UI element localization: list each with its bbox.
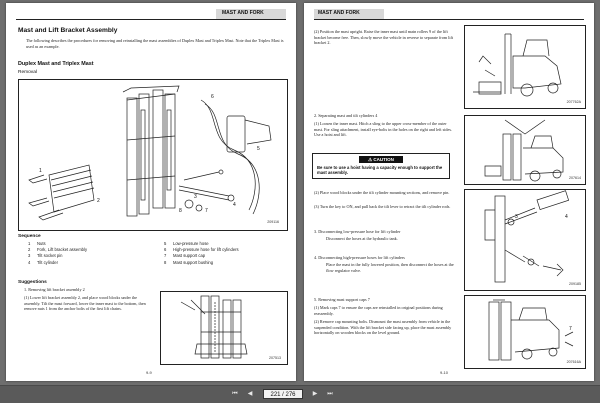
- figure-number: 209116: [267, 220, 279, 224]
- lift-bracket-diagram: [160, 291, 288, 365]
- first-page-icon[interactable]: ⏮: [232, 391, 238, 397]
- paragraph: (3) Turn the key to ON, and pull back the tilt lever to retract the tilt cylinder rods.: [314, 204, 451, 209]
- step-3: 3. Disconnecting low-pressure hose for lift cylinder: [314, 229, 401, 234]
- mast-support-cap-drawing: [465, 296, 585, 368]
- viewer-toolbar: [0, 385, 600, 403]
- sequence-item: 7 Mast support cap: [164, 253, 206, 259]
- page-number: 9-9: [146, 370, 152, 375]
- paragraph: (1) Loosen the inner mast. Hitch a sling to the upper cross-member of the outer mast. For sling attachment, install eye-bolts in the holes on the right and left sides. Use a hoist and lift.: [314, 121, 453, 138]
- sequence-item: 2 Fork, Lift bracket assembly: [28, 247, 88, 253]
- sequence-list-col1: [28, 241, 87, 266]
- svg-text:4: 4: [565, 214, 568, 220]
- forklift-reverse-drawing: [465, 26, 585, 108]
- last-page-icon[interactable]: ⏭: [327, 391, 333, 397]
- section-title: Duplex Mast and Triplex Mast: [18, 61, 94, 67]
- header-rule: [314, 19, 584, 20]
- mast-diagram-drawing: [19, 80, 287, 230]
- svg-text:7: 7: [205, 208, 208, 214]
- svg-text:4: 4: [233, 202, 236, 208]
- svg-text:6: 6: [211, 94, 214, 100]
- svg-text:5: 5: [257, 146, 260, 152]
- intro-text: The following describes the procedures for removing and reinstalling the mast assemblies of Duplex Mast and Triplex Mast. Note that the Triplex Mast is used as an example.: [26, 38, 284, 49]
- right-page: [304, 3, 594, 381]
- lift-bracket-drawing: [161, 292, 287, 364]
- sequence-item: 8 Mast support bushing: [164, 259, 214, 265]
- page-number-input[interactable]: 221 / 276: [263, 389, 303, 399]
- sling-hoist-drawing: [465, 116, 585, 184]
- suggestions-title: Suggestions: [18, 280, 47, 285]
- svg-text:3: 3: [194, 194, 197, 200]
- figure-number: 207616A: [566, 360, 581, 364]
- sequence-title: Sequence: [18, 234, 41, 239]
- step-1: 1. Removing lift bracket assembly 2: [24, 287, 85, 292]
- sequence-list-col2: [164, 241, 239, 266]
- svg-text:1: 1: [39, 168, 42, 174]
- sequence-item: 4 Tilt cylinder: [28, 259, 59, 265]
- header-rule: [16, 19, 286, 20]
- step-1-detail: (1) Lower lift bracket assembly 2, and place wood blocks under the assembly. Tilt the mast forward, lower the inner mast to the bottom, then remove nuts 1 from the anchor bolts of the first lift chains.: [24, 295, 146, 312]
- page-header: MAST AND FORK: [318, 10, 360, 16]
- svg-text:3: 3: [515, 214, 518, 220]
- paragraph: (1) Mark caps 7 to ensure the caps are reinstalled in original positions during reassembly.: [314, 305, 443, 316]
- prev-page-icon[interactable]: ◀: [247, 391, 253, 397]
- forklift-reverse-diagram: [464, 25, 586, 109]
- paragraph: (2) Position the mast upright. Raise the inner mast until main rollers 9 of the lift bracket become free. Then, slowly move the vehicle in reverse to separate from lift bracket 2.: [314, 29, 454, 46]
- paragraph: (2) Remove cap mounting bolts. Dismount the mast assembly from vehicle in the suspended condition. With the lift bracket side facing up, place the mast assembly horizontally on wooden blocks on the level ground.: [314, 319, 452, 336]
- svg-text:7: 7: [569, 326, 572, 332]
- tilt-cylinder-pin-drawing: [465, 190, 585, 290]
- sequence-item: 5 Low-pressure hose: [164, 241, 209, 246]
- sequence-item: 3 Tilt socket pin: [28, 253, 63, 259]
- mast-exploded-diagram: [18, 79, 288, 231]
- step-3-detail: Disconnect the hoses at the hydraulic tank.: [326, 236, 398, 241]
- step-4: 4. Disconnecting high-pressure hoses for lift cylinders: [314, 255, 405, 260]
- svg-text:2: 2: [97, 198, 100, 204]
- page-header: MAST AND FORK: [222, 10, 264, 16]
- caution-text: Be sure to use a hoist having a capacity enough to support the mast assembly.: [317, 165, 443, 176]
- caution-label: ⚠ CAUTION: [359, 156, 403, 163]
- sequence-item: 6 High-pressure hose for lift cylinders: [164, 247, 239, 253]
- mast-support-cap-diagram: [464, 295, 586, 369]
- figure-number: 207513: [269, 356, 281, 360]
- step-2: 2. Separating mast and tilt cylinders 4: [314, 113, 378, 118]
- sequence-item: 1 Nuts: [28, 241, 46, 246]
- step-5: 5. Removing mast support caps 7: [314, 297, 370, 302]
- page-number: 9-10: [440, 370, 449, 375]
- figure-number: 207762A: [566, 100, 581, 104]
- caution-box: [312, 153, 450, 179]
- warning-icon: ⚠: [368, 157, 374, 162]
- svg-text:8: 8: [179, 208, 182, 214]
- next-page-icon[interactable]: ▶: [312, 391, 318, 397]
- left-page: [6, 3, 296, 381]
- page-title: Mast and Lift Bracket Assembly: [18, 27, 118, 34]
- paragraph: (2) Place wood blocks under the tilt cylinder mounting sections, and remove pin.: [314, 190, 450, 195]
- subsection-title: Removal: [18, 70, 37, 75]
- step-4-detail: Place the mast in the fully lowered position, then disconnect the hoses at the flow regulator valve.: [326, 262, 454, 273]
- sling-hoist-diagram: [464, 115, 586, 185]
- figure-number: 209185: [569, 282, 581, 286]
- tilt-cylinder-pin-diagram: [464, 189, 586, 291]
- figure-number: 207614: [569, 176, 581, 180]
